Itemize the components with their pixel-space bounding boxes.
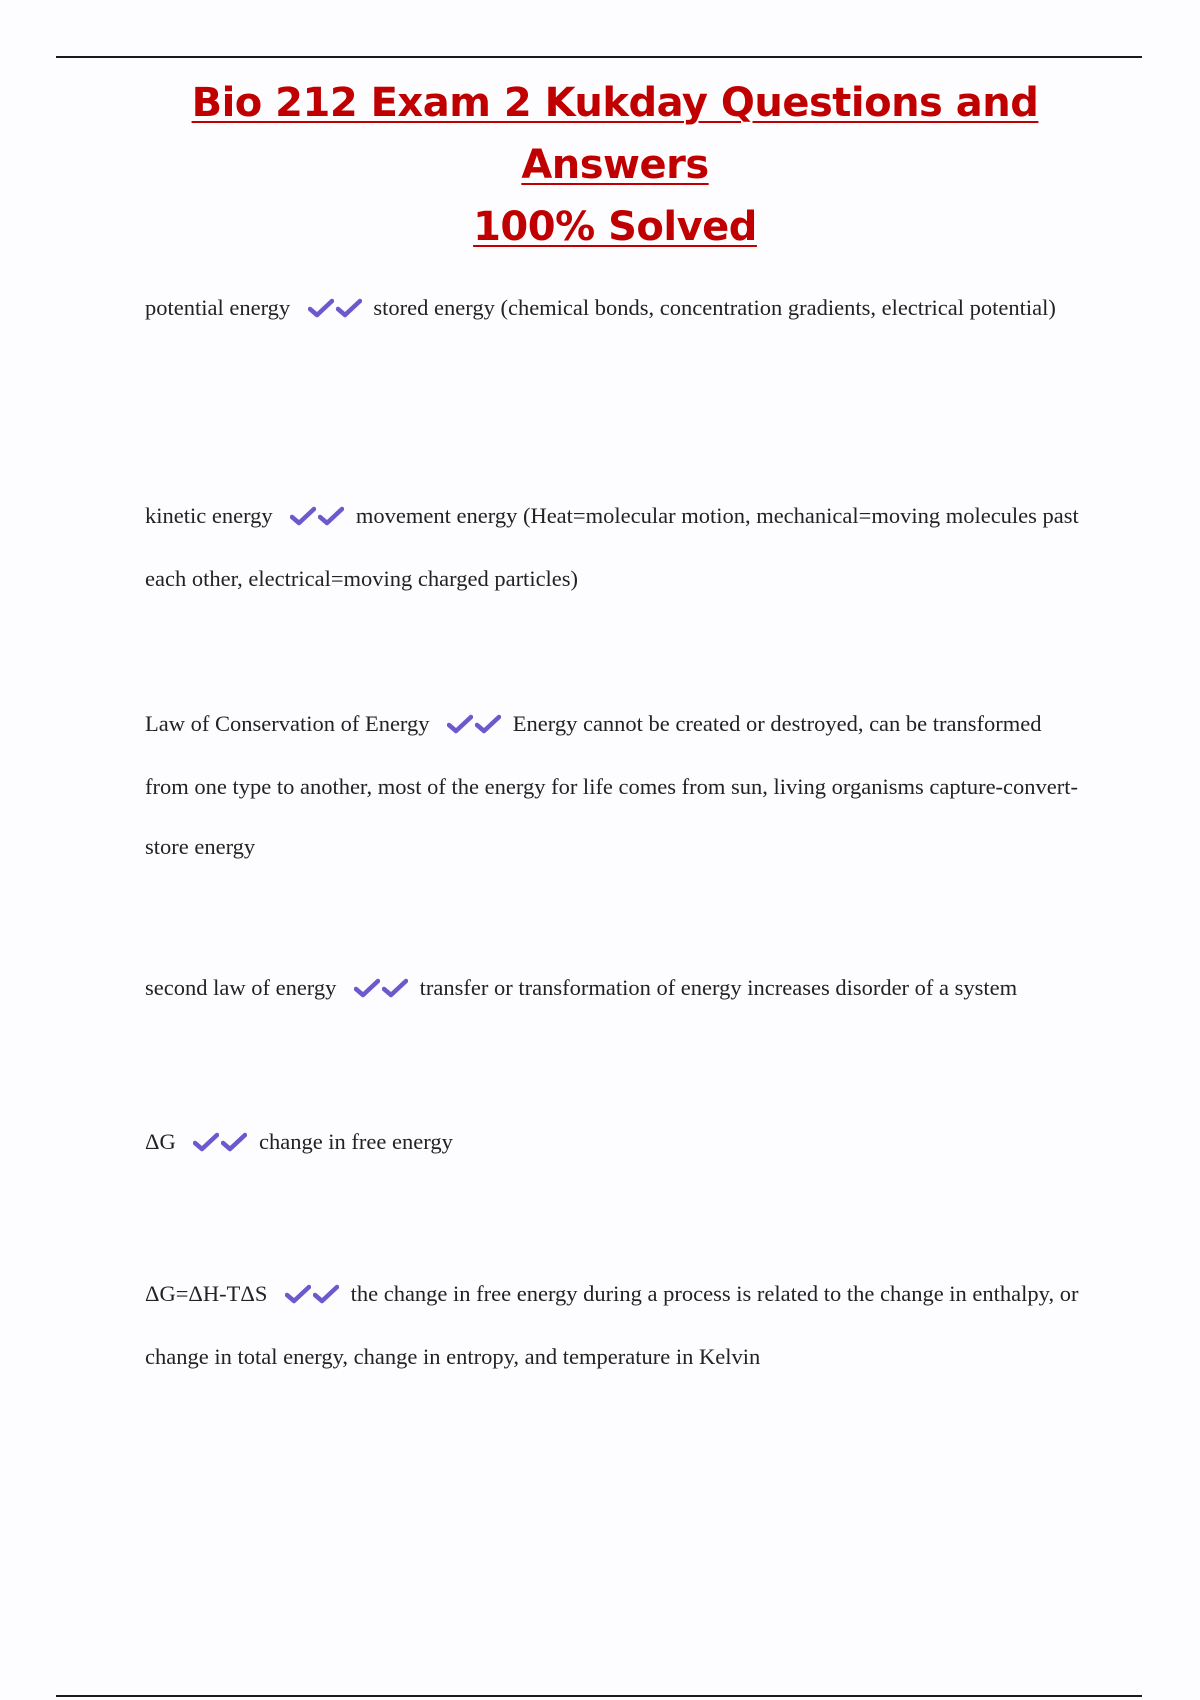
qa-definition: Energy cannot be created or destroyed, can be transformed from one type to another, most of the energy for life comes from sun, living organisms capture-convert-store energy — [145, 711, 1079, 859]
qa-item — [145, 1264, 1085, 1387]
double-checkmark-icon — [285, 1267, 341, 1327]
title-line-2: 100% Solved — [473, 204, 757, 250]
qa-definition: change in free energy — [258, 1129, 453, 1154]
qa-definition: movement energy (Heat=molecular motion, mechanical=moving molecules past each other, electrical=moving charged particles) — [145, 503, 1079, 591]
qa-term: Law of Conservation of Energy — [145, 711, 430, 736]
qa-item — [145, 1112, 1085, 1175]
double-checkmark-icon — [290, 489, 346, 549]
qa-term: ΔG=ΔH-TΔS — [145, 1281, 268, 1306]
document-title — [110, 72, 1120, 258]
double-checkmark-icon — [193, 1115, 249, 1175]
qa-definition: stored energy (chemical bonds, concentration gradients, electrical potential) — [373, 295, 1056, 320]
bottom-rule — [56, 1695, 1142, 1697]
qa-item — [145, 958, 1105, 1021]
qa-item — [145, 278, 1085, 341]
qa-definition: the change in free energy during a process is related to the change in enthalpy, or change in total energy, change in entropy, and temperature in Kelvin — [145, 1281, 1079, 1369]
qa-term: second law of energy — [145, 975, 337, 1000]
qa-term: kinetic energy — [145, 503, 273, 528]
double-checkmark-icon — [354, 961, 410, 1021]
double-checkmark-icon — [308, 281, 364, 341]
qa-item — [145, 486, 1085, 609]
qa-term: ΔG — [145, 1129, 176, 1154]
double-checkmark-icon — [447, 697, 503, 757]
top-rule — [56, 56, 1142, 58]
qa-term: potential energy — [145, 295, 291, 320]
qa-definition: transfer or transformation of energy increases disorder of a system — [419, 975, 1018, 1000]
title-line-1: Bio 212 Exam 2 Kukday Questions and Answers — [191, 80, 1039, 188]
qa-item — [145, 694, 1085, 877]
